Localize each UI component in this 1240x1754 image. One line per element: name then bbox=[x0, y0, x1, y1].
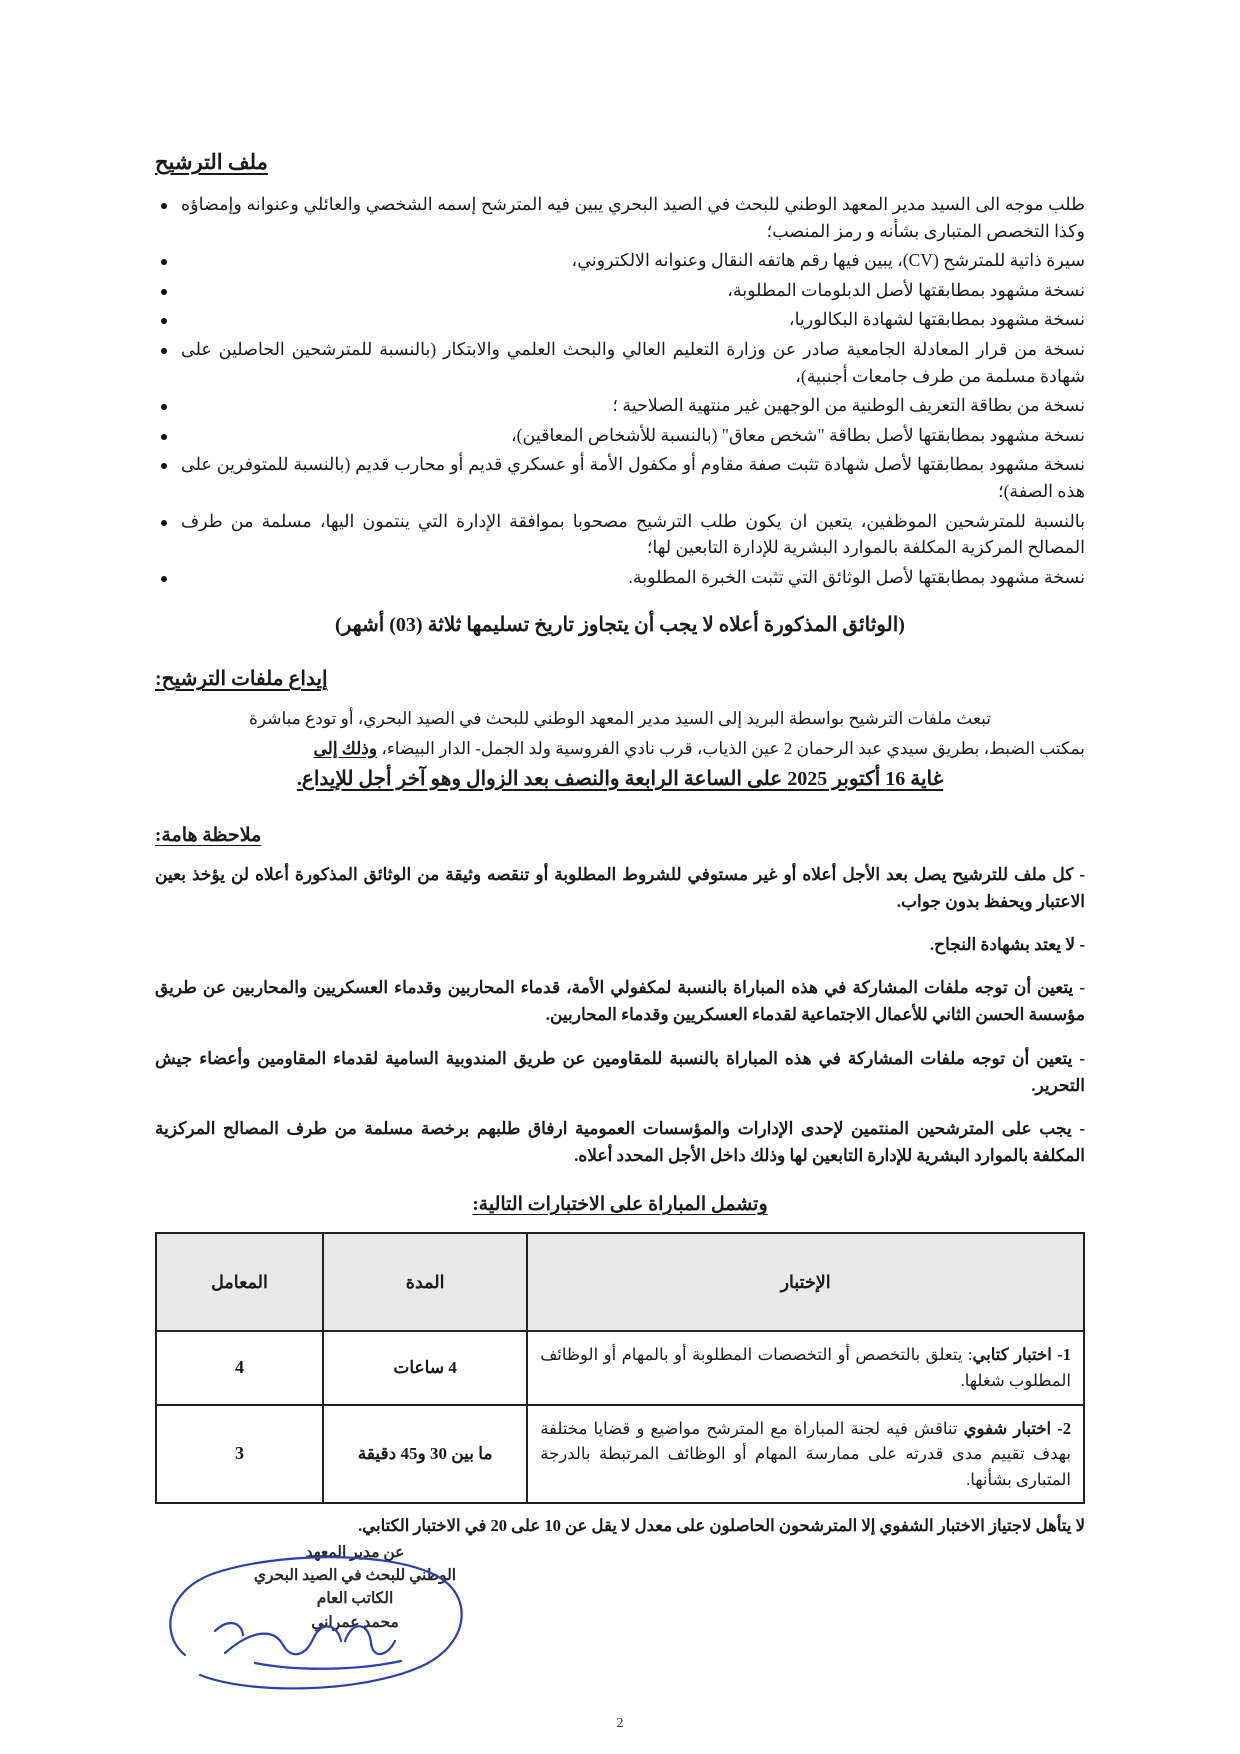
deposit-line-1: تبعث ملفات الترشيح بواسطة البريد إلى السيد مدير المعهد الوطني للبحث في الصيد البحري، أو تودع مباشرة bbox=[248, 709, 992, 729]
table-row bbox=[156, 1331, 1084, 1404]
cell-coefficient: 3 bbox=[156, 1405, 323, 1504]
deposit-line-2 bbox=[155, 735, 1085, 762]
page-title: ملف الترشيح bbox=[155, 150, 268, 174]
document-content bbox=[155, 150, 1085, 1745]
deposit-address: بمكتب الضبط، بطريق سيدي عبد الرحمان 2 عين الذياب، قرب نادي الفروسية ولد الجمل- الدار البيضاء، bbox=[377, 738, 1085, 758]
signature-name: محمد عمراني bbox=[311, 1613, 399, 1631]
test-text: تناقش فيه لجنة المباراة مع المترشح مواضيع و قضايا مختلفة بهدف تقييم مدى قدرته على ممارسة المهام أو الوظائف المرتبطة بالدرجة المتبارى بشأنها. bbox=[540, 1418, 1071, 1489]
signature-line-2: الوطني للبحث في الصيد البحري bbox=[253, 1567, 457, 1585]
tests-footnote: لا يتأهل لاجتياز الاختبار الشفوي إلا المترشحون الحاصلون على معدل لا يقل عن 10 على 20 في الاختبار الكتابي. bbox=[358, 1516, 1085, 1536]
deposit-emphasis: وذلك إلى bbox=[313, 738, 378, 758]
cell-test-description bbox=[527, 1331, 1084, 1404]
list-item: طلب موجه الى السيد مدير المعهد الوطني للبحث في الصيد البحري يبين فيه المترشح إسمه الشخصي والعائلي وعنوانه وإمضاؤه وكذا التخصص المتبارى بشأنه و رمز المنصب؛ bbox=[155, 191, 1085, 244]
important-note-item: - يجب على المترشحين المنتمين لإحدى الإدارات والمؤسسات العمومية ارفاق طلبهم برخصة مسلمة من طرف المصالح المركزية المكلفة بالموارد البشرية للإدارة التابعين لها وذلك داخل الأجل المحدد أعلاه. bbox=[155, 1119, 1085, 1166]
signature-line-3: الكاتب العام bbox=[316, 1590, 394, 1608]
list-item: نسخة مشهود بمطابقتها لأصل شهادة تثبت صفة مقاوم أو مكفول الأمة أو عسكري قديم أو محارب قديم (بالنسبة للمتوفرين على هذه الصفة)؛ bbox=[155, 451, 1085, 504]
signature-block bbox=[155, 1535, 1085, 1745]
test-label: 1- اختبار كتابي bbox=[972, 1345, 1071, 1365]
column-header-coefficient: المعامل bbox=[156, 1233, 323, 1331]
important-note-item: - يتعين أن توجه ملفات المشاركة في هذه المباراة بالنسبة لمكفولي الأمة، قدماء المحاربين وقدماء العسكريين والمحاربين عن طريق مؤسسة الحسن الثاني للأعمال الاجتماعية لقدماء العسكريين وقدماء المحاربين. bbox=[155, 978, 1085, 1025]
column-header-duration: المدة bbox=[323, 1233, 527, 1331]
deposit-deadline: غاية 16 أكتوبر 2025 على الساعة الرابعة والنصف بعد الزوال وهو آخر أجل للإيداع. bbox=[296, 767, 944, 790]
column-header-test: الإختبار bbox=[527, 1233, 1084, 1331]
list-item: نسخة مشهود بمطابقتها لأصل الدبلومات المطلوبة، bbox=[155, 277, 1085, 304]
signature-line-1: عن مدير المعهد bbox=[305, 1543, 405, 1561]
test-label: 2- اختبار شفوي bbox=[963, 1418, 1072, 1438]
tests-section-heading: وتشمل المباراة على الاختبارات التالية: bbox=[472, 1194, 768, 1216]
list-item: نسخة من قرار المعادلة الجامعية صادر عن وزارة التعليم العالي والبحث العلمي والابتكار (بالنسبة للمترشحين الحاصلين على شهادة مسلمة من طرف جامعات أجنبية)، bbox=[155, 336, 1085, 389]
table-header-row bbox=[156, 1233, 1084, 1331]
list-item: بالنسبة للمترشحين الموظفين، يتعين ان يكون طلب الترشيح مصحوبا بموافقة الإدارة التي ينتمون اليها، مسلمة من طرف المصالح المركزية المكلفة بالموارد البشرية للإدارة التابعين لها؛ bbox=[155, 508, 1085, 561]
important-note-item: - يتعين أن توجه ملفات المشاركة في هذه المباراة بالنسبة للمقاومين عن طريق المندوبية السامية لقدماء المقاومين وأعضاء جيش التحرير. bbox=[155, 1048, 1085, 1095]
required-documents-list bbox=[155, 191, 1085, 590]
list-item: نسخة من بطاقة التعريف الوطنية من الوجهين غير منتهية الصلاحية ؛ bbox=[155, 392, 1085, 419]
test-text: : يتعلق بالتخصص أو التخصصات المطلوبة أو بالمهام أو الوظائف المطلوب شغلها. bbox=[540, 1345, 1071, 1390]
deposit-section-heading: إيداع ملفات الترشيح: bbox=[155, 668, 328, 691]
cell-coefficient: 4 bbox=[156, 1331, 323, 1404]
list-item: نسخة مشهود بمطابقتها لأصل الوثائق التي تثبت الخبرة المطلوبة. bbox=[155, 564, 1085, 591]
important-note-heading: ملاحظة هامة: bbox=[155, 824, 262, 846]
documents-validity-note: (الوثائق المذكورة أعلاه لا يجب أن يتجاوز تاريخ تسليمها ثلاثة (03) أشهر) bbox=[335, 614, 905, 637]
list-item: سيرة ذاتية للمترشح (CV)، يبين فيها رقم هاتفه النقال وعنوانه الالكتروني، bbox=[155, 247, 1085, 274]
table-row bbox=[156, 1405, 1084, 1504]
handwritten-signature-icon bbox=[155, 1535, 485, 1715]
cell-duration: ما بين 30 و45 دقيقة bbox=[323, 1405, 527, 1504]
tests-table bbox=[155, 1232, 1085, 1504]
list-item: نسخة مشهود بمطابقتها لشهادة البكالوريا، bbox=[155, 306, 1085, 333]
cell-duration: 4 ساعات bbox=[323, 1331, 527, 1404]
important-note-item: - كل ملف للترشيح يصل بعد الأجل أعلاه أو غير مستوفي للشروط المطلوبة أو تنقصه وثيقة من الوثائق المذكورة أعلاه لن يؤخذ بعين الاعتبار ويحفظ بدون جواب. bbox=[155, 864, 1085, 911]
cell-test-description bbox=[527, 1405, 1084, 1504]
important-note-item: - لا يعتد بشهادة النجاح. bbox=[929, 935, 1085, 955]
list-item: نسخة مشهود بمطابقتها لأصل بطاقة "شخص معاق" (بالنسبة للأشخاص المعاقين)، bbox=[155, 422, 1085, 449]
page-number: 2 bbox=[616, 1716, 624, 1731]
